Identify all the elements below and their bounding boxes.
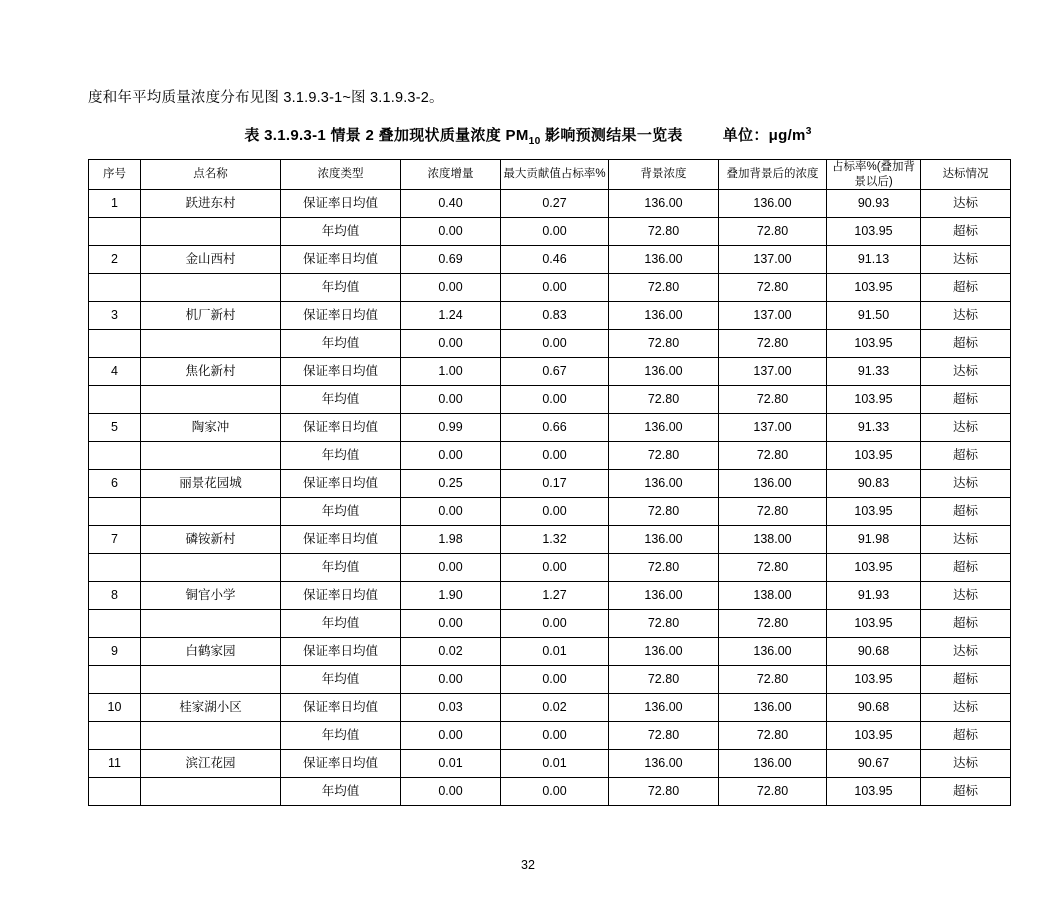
table-cell: 年均值 [281,778,401,806]
table-cell: 1 [89,190,141,218]
table-cell: 136.00 [609,694,719,722]
table-cell: 91.33 [827,358,921,386]
table-cell: 72.80 [609,330,719,358]
table-cell: 103.95 [827,666,921,694]
table-cell [89,722,141,750]
table-cell: 0.00 [401,274,501,302]
table-cell: 2 [89,246,141,274]
table-cell: 跃进东村 [141,190,281,218]
table-cell: 磷铵新村 [141,526,281,554]
table-cell: 铜官小学 [141,582,281,610]
table-cell: 138.00 [719,526,827,554]
column-header-standard-rate-after: 占标率%(叠加背景以后) [827,160,921,190]
table-cell: 保证率日均值 [281,246,401,274]
table-cell: 1.98 [401,526,501,554]
table-cell [141,274,281,302]
table-cell: 保证率日均值 [281,414,401,442]
table-cell: 1.24 [401,302,501,330]
table-cell: 136.00 [609,470,719,498]
table-cell: 136.00 [609,526,719,554]
table-row [89,302,1011,330]
table-cell [89,218,141,246]
table-cell [89,442,141,470]
table-cell: 超标 [921,274,1011,302]
table-cell: 0.00 [401,442,501,470]
table-cell [89,330,141,358]
table-cell [89,498,141,526]
table-cell: 91.98 [827,526,921,554]
table-cell: 超标 [921,218,1011,246]
table-cell: 72.80 [719,722,827,750]
table-cell: 103.95 [827,778,921,806]
table-cell: 年均值 [281,554,401,582]
table-cell: 0.00 [501,498,609,526]
table-cell: 72.80 [719,554,827,582]
table-row [89,414,1011,442]
table-cell [141,610,281,638]
table-cell: 0.00 [401,722,501,750]
table-row [89,442,1011,470]
table-cell: 72.80 [609,778,719,806]
table-caption-unit [723,124,812,145]
table-cell: 超标 [921,722,1011,750]
table-cell [89,666,141,694]
table-cell: 达标 [921,302,1011,330]
table-cell: 0.46 [501,246,609,274]
table-cell: 0.69 [401,246,501,274]
table-caption-main: 表 3.1.9.3-1 情景 2 叠加现状质量浓度 PM [244,127,529,145]
table-caption-unit-superscript: 3 [805,126,812,138]
table-cell: 0.00 [501,218,609,246]
table-cell: 保证率日均值 [281,694,401,722]
table-cell: 保证率日均值 [281,358,401,386]
table-cell: 103.95 [827,386,921,414]
table-cell: 8 [89,582,141,610]
table-cell: 达标 [921,694,1011,722]
table-cell: 137.00 [719,246,827,274]
table-cell: 保证率日均值 [281,190,401,218]
table-row [89,582,1011,610]
table-row [89,638,1011,666]
table-cell: 136.00 [609,582,719,610]
table-cell: 保证率日均值 [281,470,401,498]
table-cell: 0.00 [401,498,501,526]
table-body [89,190,1011,806]
table-cell: 陶家冲 [141,414,281,442]
table-cell: 0.00 [501,554,609,582]
table-cell: 103.95 [827,722,921,750]
table-cell: 72.80 [609,498,719,526]
table-cell [141,666,281,694]
table-row [89,330,1011,358]
table-row [89,750,1011,778]
table-cell: 保证率日均值 [281,582,401,610]
table-cell: 103.95 [827,218,921,246]
table-cell: 0.00 [501,386,609,414]
table-cell: 0.00 [501,666,609,694]
table-cell: 超标 [921,330,1011,358]
table-cell: 达标 [921,414,1011,442]
table-cell: 3 [89,302,141,330]
intro-paragraph: 度和年平均质量浓度分布见图 3.1.9.3-1~图 3.1.9.3-2。 [88,90,444,106]
table-cell: 72.80 [719,498,827,526]
table-cell: 达标 [921,638,1011,666]
table-cell: 年均值 [281,218,401,246]
table-cell: 90.68 [827,694,921,722]
table-cell: 72.80 [719,386,827,414]
table-cell: 1.32 [501,526,609,554]
table-cell: 90.68 [827,638,921,666]
table-cell: 103.95 [827,498,921,526]
table-cell: 超标 [921,778,1011,806]
table-cell: 保证率日均值 [281,526,401,554]
table-cell: 138.00 [719,582,827,610]
table-cell: 136.00 [609,414,719,442]
table-cell: 103.95 [827,442,921,470]
table-caption-unit-label: 单位：μg/m [722,127,806,145]
table-cell [141,498,281,526]
table-cell [141,554,281,582]
table-cell: 达标 [921,358,1011,386]
table-cell: 103.95 [827,554,921,582]
table-row [89,470,1011,498]
table-row [89,358,1011,386]
table-cell: 136.00 [609,246,719,274]
table-cell: 0.00 [501,274,609,302]
table-cell: 年均值 [281,330,401,358]
table-cell [89,610,141,638]
table-cell: 137.00 [719,414,827,442]
table-cell: 0.67 [501,358,609,386]
table-caption-subscript: 10 [528,136,541,148]
table-cell [141,778,281,806]
column-header-compliance-status: 达标情况 [921,160,1011,190]
table-cell: 0.27 [501,190,609,218]
table-cell: 137.00 [719,358,827,386]
table-cell: 136.00 [609,302,719,330]
column-header-total-concentration: 叠加背景后的浓度 [719,160,827,190]
table-cell: 1.00 [401,358,501,386]
table-cell: 0.00 [501,722,609,750]
table-cell: 0.00 [401,610,501,638]
table-row [89,386,1011,414]
table-cell: 保证率日均值 [281,638,401,666]
table-cell: 1.27 [501,582,609,610]
table-cell [89,386,141,414]
table-cell: 0.25 [401,470,501,498]
table-row [89,274,1011,302]
table-cell: 6 [89,470,141,498]
table-caption-tail: 影响预测结果一览表 [540,127,683,145]
table-cell: 0.00 [501,442,609,470]
table-cell: 136.00 [719,750,827,778]
table-header-row [89,160,1011,190]
table-cell: 72.80 [719,274,827,302]
table-cell: 0.01 [401,750,501,778]
table-cell: 年均值 [281,274,401,302]
table-cell: 1.90 [401,582,501,610]
table-row [89,666,1011,694]
table-cell: 丽景花园城 [141,470,281,498]
table-cell: 超标 [921,610,1011,638]
table-cell: 桂家湖小区 [141,694,281,722]
table-cell: 超标 [921,666,1011,694]
document-page [0,88,1056,904]
table-cell: 0.83 [501,302,609,330]
table-cell: 超标 [921,498,1011,526]
table-cell: 滨江花园 [141,750,281,778]
table-cell: 72.80 [609,386,719,414]
table-cell [141,218,281,246]
table-cell: 103.95 [827,610,921,638]
table-cell: 机厂新村 [141,302,281,330]
table-cell: 0.00 [501,330,609,358]
table-cell: 72.80 [609,610,719,638]
table-cell: 年均值 [281,722,401,750]
table-cell: 白鹤家园 [141,638,281,666]
table-cell: 达标 [921,190,1011,218]
column-header-max-contribution-rate: 最大贡献值占标率% [501,160,609,190]
table-cell [89,274,141,302]
table-cell [141,386,281,414]
table-cell: 0.40 [401,190,501,218]
table-cell: 4 [89,358,141,386]
table-cell: 72.80 [609,274,719,302]
table-cell: 0.00 [501,778,609,806]
table-cell: 达标 [921,582,1011,610]
table-cell: 11 [89,750,141,778]
table-row [89,498,1011,526]
table-cell: 7 [89,526,141,554]
table-cell: 72.80 [719,666,827,694]
table-row [89,694,1011,722]
table-cell: 90.67 [827,750,921,778]
table-cell [89,778,141,806]
column-header-background-concentration: 背景浓度 [609,160,719,190]
table-cell: 0.01 [501,750,609,778]
table-cell: 136.00 [609,190,719,218]
table-cell: 达标 [921,470,1011,498]
table-cell: 0.00 [401,554,501,582]
table-cell: 0.02 [401,638,501,666]
table-cell: 0.00 [401,330,501,358]
table-cell: 137.00 [719,302,827,330]
table-cell: 72.80 [719,330,827,358]
table-cell: 72.80 [719,218,827,246]
table-cell: 0.00 [401,218,501,246]
table-cell: 焦化新村 [141,358,281,386]
table-row [89,778,1011,806]
table-cell: 72.80 [609,442,719,470]
table-cell: 136.00 [719,470,827,498]
table-cell: 0.17 [501,470,609,498]
table-cell [141,442,281,470]
table-cell: 0.02 [501,694,609,722]
table-cell: 136.00 [609,638,719,666]
table-row [89,722,1011,750]
table-cell: 103.95 [827,274,921,302]
table-cell: 0.03 [401,694,501,722]
table-cell: 91.93 [827,582,921,610]
table-cell: 90.93 [827,190,921,218]
table-cell: 136.00 [719,190,827,218]
table-cell: 10 [89,694,141,722]
table-cell: 72.80 [719,610,827,638]
table-row [89,218,1011,246]
column-header-index: 序号 [89,160,141,190]
table-cell: 136.00 [609,358,719,386]
table-cell: 72.80 [719,442,827,470]
table-cell: 保证率日均值 [281,750,401,778]
table-cell: 年均值 [281,666,401,694]
table-cell: 72.80 [609,666,719,694]
table-cell: 保证率日均值 [281,302,401,330]
table-cell: 91.50 [827,302,921,330]
table-cell: 136.00 [719,694,827,722]
table-cell: 0.00 [401,778,501,806]
table-cell: 72.80 [609,218,719,246]
table-row [89,610,1011,638]
table-caption [88,124,968,147]
table-cell: 年均值 [281,442,401,470]
table-cell: 年均值 [281,610,401,638]
table-row [89,190,1011,218]
table-cell: 103.95 [827,330,921,358]
column-header-concentration-increment: 浓度增量 [401,160,501,190]
table-cell: 72.80 [719,778,827,806]
prediction-results-table [88,159,1011,806]
table-cell: 91.13 [827,246,921,274]
table-cell: 91.33 [827,414,921,442]
table-cell: 90.83 [827,470,921,498]
table-cell: 达标 [921,526,1011,554]
table-cell [89,554,141,582]
table-cell: 9 [89,638,141,666]
column-header-concentration-type: 浓度类型 [281,160,401,190]
table-row [89,246,1011,274]
table-cell: 达标 [921,246,1011,274]
table-cell: 年均值 [281,498,401,526]
table-cell: 72.80 [609,722,719,750]
table-cell: 金山西村 [141,246,281,274]
table-cell: 0.00 [401,666,501,694]
table-cell: 136.00 [609,750,719,778]
table-cell: 年均值 [281,386,401,414]
table-cell: 72.80 [609,554,719,582]
page-number: 32 [521,858,535,872]
table-cell: 0.01 [501,638,609,666]
table-cell: 超标 [921,554,1011,582]
table-cell [141,330,281,358]
table-cell: 超标 [921,386,1011,414]
table-cell [141,722,281,750]
table-cell: 0.00 [401,386,501,414]
column-header-point-name: 点名称 [141,160,281,190]
table-cell: 超标 [921,442,1011,470]
table-row [89,526,1011,554]
table-cell: 5 [89,414,141,442]
table-cell: 0.00 [501,610,609,638]
table-row [89,554,1011,582]
table-cell: 0.66 [501,414,609,442]
table-cell: 0.99 [401,414,501,442]
table-cell: 达标 [921,750,1011,778]
table-cell: 136.00 [719,638,827,666]
